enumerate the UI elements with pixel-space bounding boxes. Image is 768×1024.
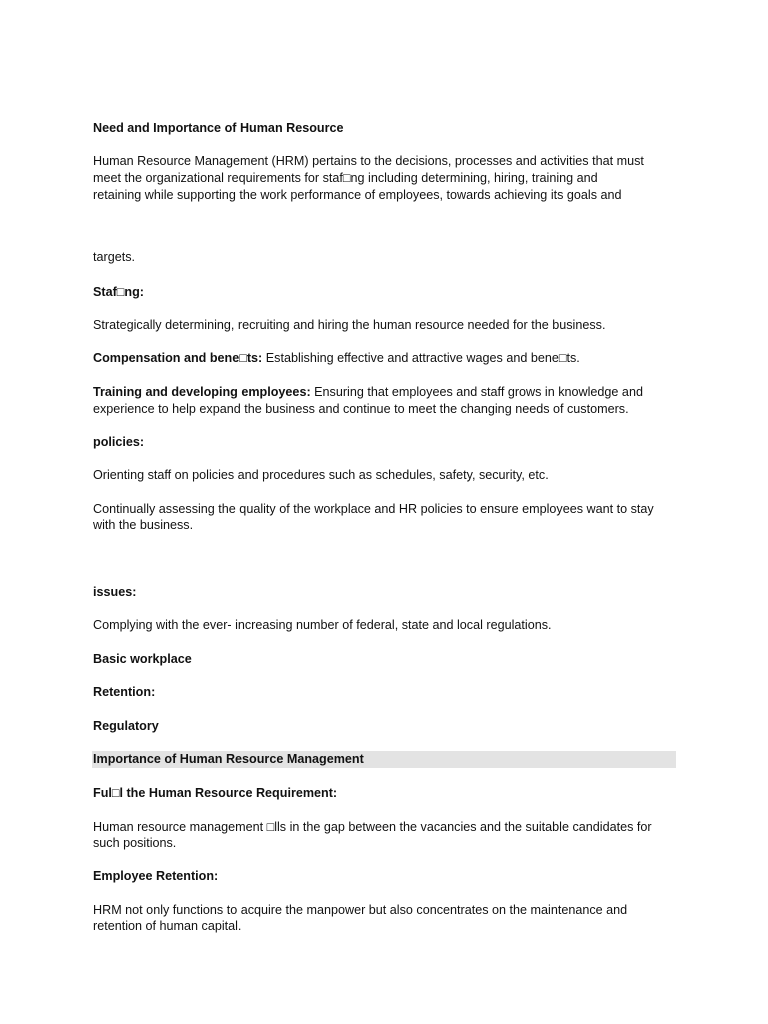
intro-line-4: targets. <box>93 250 135 264</box>
fulfil-text-2: such positions. <box>93 836 177 850</box>
retention-heading: Retention: <box>93 685 156 699</box>
training-text-1: Ensuring that employees and staff grows in knowledge and <box>310 385 643 399</box>
intro-line-1: Human Resource Management (HRM) pertains to the decisions, processes and activities that must <box>93 154 644 168</box>
employee-retention-heading: Employee Retention: <box>93 869 219 883</box>
policies-heading: policies: <box>93 435 145 449</box>
issues-heading: issues: <box>93 585 137 599</box>
training-paragraph <box>93 384 678 401</box>
training-label: Training and developing employees: <box>93 385 311 399</box>
fulfil-text-1: Human resource management □lls in the gap between the vacancies and the suitable candidates for <box>93 820 652 834</box>
intro-line-2: meet the organizational requirements for staf□ng including determining, hiring, training and <box>93 171 598 185</box>
employee-retention-text-1: HRM not only functions to acquire the manpower but also concentrates on the maintenance and <box>93 903 628 917</box>
assessing-text-1: Continually assessing the quality of the workplace and HR policies to ensure employees want to stay <box>93 502 654 516</box>
importance-heading: Importance of Human Resource Management <box>93 752 364 766</box>
compensation-label: Compensation and bene□ts: <box>93 351 263 365</box>
training-text-2: experience to help expand the business and continue to meet the changing needs of customers. <box>93 402 629 416</box>
policies-text: Orienting staff on policies and procedures such as schedules, safety, security, etc. <box>93 468 549 482</box>
staffing-text: Strategically determining, recruiting and hiring the human resource needed for the business. <box>93 318 606 332</box>
intro-line-3: retaining while supporting the work performance of employees, towards achieving its goals and <box>93 188 622 202</box>
assessing-text-2: with the business. <box>93 518 194 532</box>
compensation-text: Establishing effective and attractive wages and bene□ts. <box>262 351 580 365</box>
document-title: Need and Importance of Human Resource <box>93 121 344 135</box>
compensation-paragraph <box>93 350 678 367</box>
regulatory-heading: Regulatory <box>93 719 159 733</box>
employee-retention-text-2: retention of human capital. <box>93 919 242 933</box>
issues-text: Complying with the ever- increasing number of federal, state and local regulations. <box>93 618 552 632</box>
basic-workplace-heading: Basic workplace <box>93 652 192 666</box>
fulfil-heading: Ful□l the Human Resource Requirement: <box>93 786 338 800</box>
staffing-heading: Staf□ng: <box>93 285 144 299</box>
